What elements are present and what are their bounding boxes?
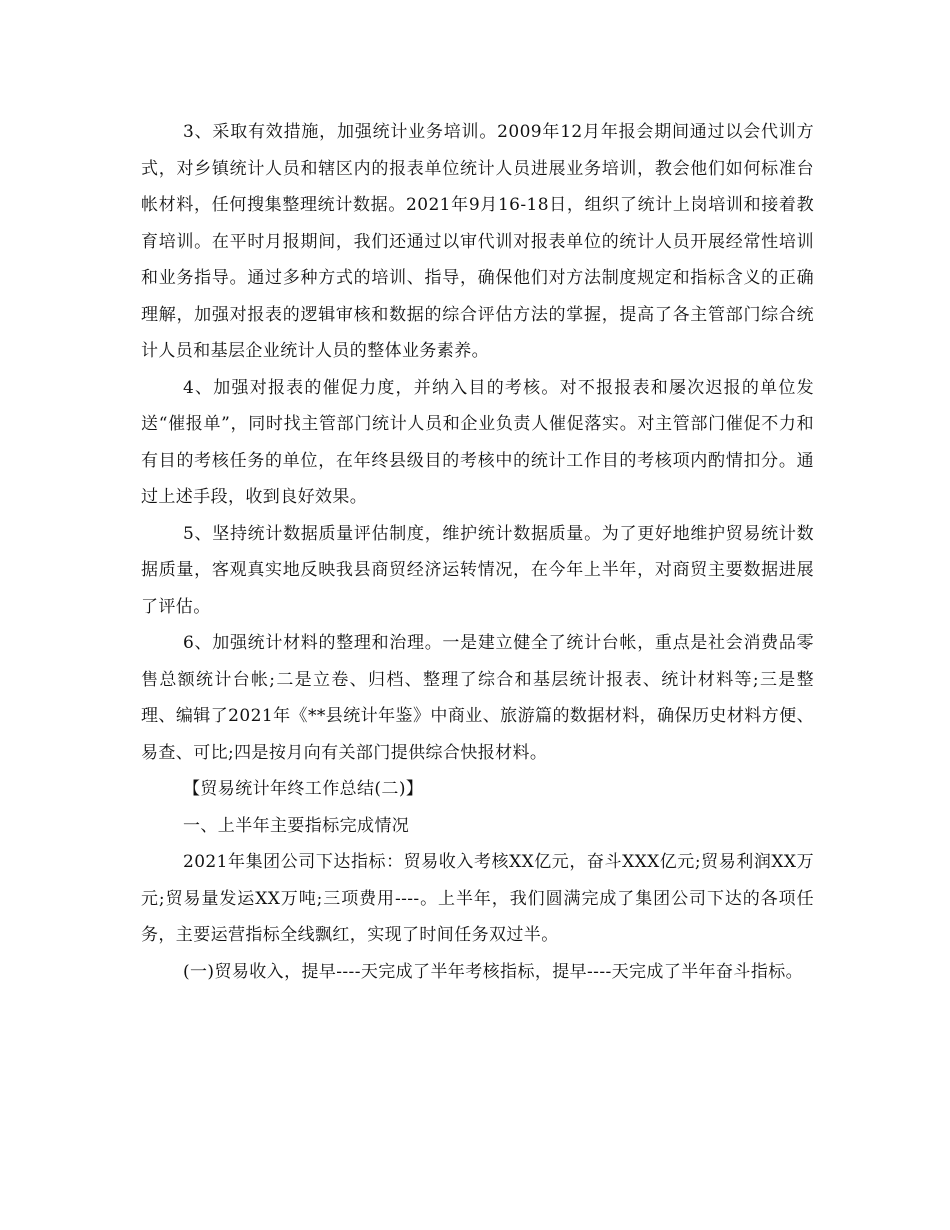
paragraph-quality: 5、坚持统计数据质量评估制度，维护统计数据质量。为了更好地维护贸易统计数据质量，客观真实地反映我县商贸经济运转情况，在今年上半年，对商贸主要数据进展了评估。 — [141, 523, 814, 617]
subsection-heading: 一、上半年主要指标完成情况 — [183, 815, 410, 836]
document-body — [141, 114, 814, 990]
paragraph-urging: 4、加强对报表的催促力度，并纳入目的考核。对不报报表和屡次迟报的单位发送“催报单”，同时找主管部门统计人员和企业负责人催促落实。对主管部门催促不力和有目的考核任务的单位，在年终县级目的考核中的统计工作目的考核项内酌情扣分。通过上述手段，收到良好效果。 — [141, 377, 814, 507]
paragraph-materials: 6、加强统计材料的整理和治理。一是建立健全了统计台帐，重点是社会消费品零售总额统计台帐;二是立卷、归档、整理了综合和基层统计报表、统计材料等;三是整理、编辑了2021年《**县统计年鉴》中商业、旅游篇的数据材料，确保历史材料方便、易查、可比;四是按月向有关部门提供综合快报材料。 — [141, 633, 814, 763]
paragraph-targets: 2021年集团公司下达指标：贸易收入考核XX亿元，奋斗XXX亿元;贸易利润XX万元;贸易量发运XX万吨;三项费用----。上半年，我们圆满完成了集团公司下达的各项任务，主要运营指标全线飘红，实现了时间任务双过半。 — [141, 852, 814, 945]
section-heading: 【贸易统计年终工作总结(二)】 — [183, 779, 424, 799]
paragraph-training: 3、采取有效措施，加强统计业务培训。2009年12月年报会期间通过以会代训方式，对乡镇统计人员和辖区内的报表单位统计人员进展业务培训，教会他们如何标准台帐材料，任何搜集整理统计数据。2021年9月16-18日，组织了统计上岗培训和接着教育培训。在平时月报期间，我们还通过以审代训对报表单位的统计人员开展经常性培训和业务指导。通过多种方式的培训、指导，确保他们对方法制度规定和指标含义的正确理解，加强对报表的逻辑审核和数据的综合评估方法的掌握，提高了各主管部门综合统计人员和基层企业统计人员的整体业务素养。 — [141, 122, 814, 361]
paragraph-revenue: (一)贸易收入，提早----天完成了半年考核指标，提早----天完成了半年奋斗指标。 — [183, 961, 804, 982]
